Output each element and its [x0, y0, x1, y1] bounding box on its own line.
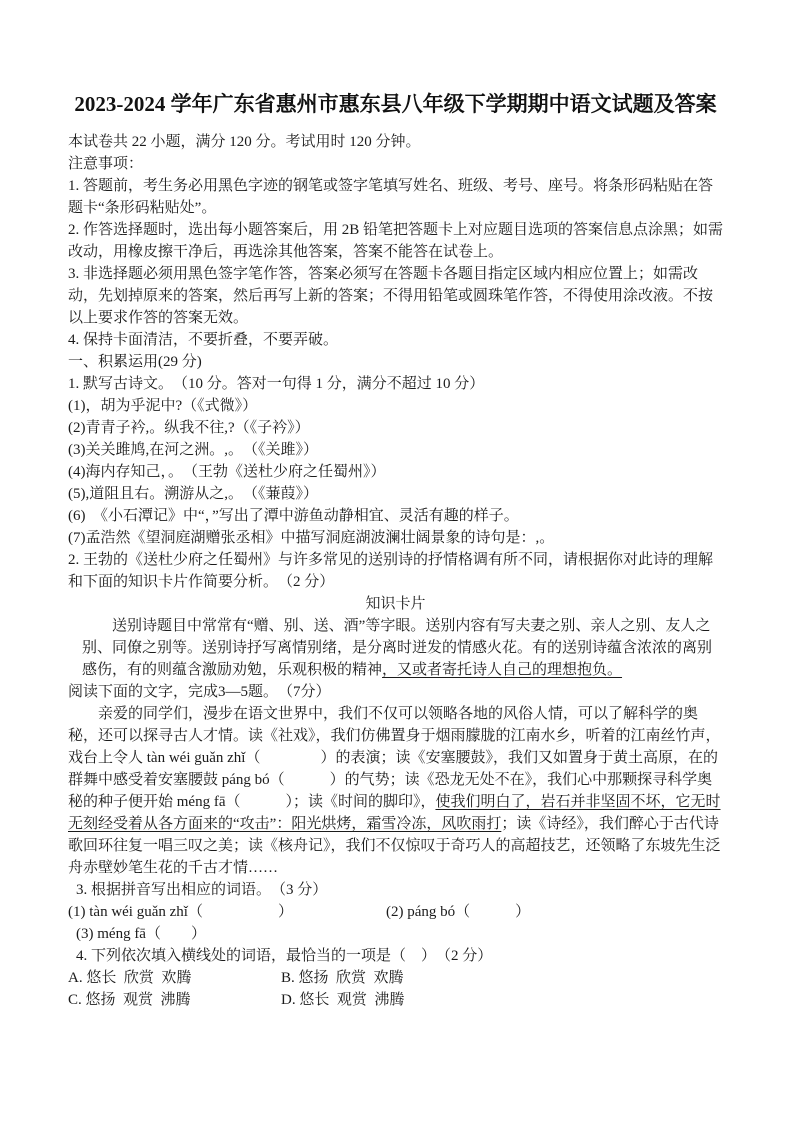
- q1-item-4: (4)海内存知己，。 （王勃《送杜少府之任蜀州》）: [68, 464, 386, 480]
- page-title: 2023-2024 学年广东省惠州市惠东县八年级下学期期中语文试题及答案: [74, 92, 717, 116]
- passage-segment-underlined: 使我们明白了，岩石并非坚固不坏，它无时无刻经受着从各方面来的“攻击”：阳光烘烤，霜雪冷冻，风吹雨打: [68, 794, 721, 832]
- q4-option-b: B. 悠扬 欣赏 欢腾: [281, 970, 404, 986]
- q4-options-row-2: [68, 989, 723, 1011]
- q4-options-row-1: [68, 967, 723, 989]
- reading-passage: [68, 703, 723, 879]
- card-text-underlined: ，又或者寄托诗人自己的理想抱负。: [382, 662, 623, 678]
- section-heading: 一、积累运用(29 分): [68, 354, 202, 370]
- knowledge-card: [68, 593, 723, 681]
- q1-stem: 1. 默写古诗文。 （10 分。答对一句得 1 分，满分不超过 10 分）: [68, 376, 485, 392]
- card-text-plain: 送别诗题目中常常有“赠、别、送、酒”等字眼。送别内容有写夫妻之别、亲人之别、友人之别、同僚之别等。送别诗抒写离情别绪，是分离时迸发的情感火花。有的送别诗蕴含浓浓的离别感伤，有的则蕴含激励劝勉，乐观积极的精神: [82, 618, 713, 678]
- q3-item-2: (2) páng bó（ ）: [386, 904, 531, 920]
- notice-heading: 注意事项：: [68, 156, 144, 172]
- notice-item-4: 4. 保持卡面清洁，不要折叠，不要弄破。: [68, 332, 339, 348]
- passage-segment-1: 亲爱的同学们，漫步在语文世界中，我们不仅可以领略各地的风俗人情，可以了解科学的奥秘，还可以探寻古人才情。读《社戏》，我们仿佛置身于烟雨朦胧的江南水乡，听着的江南丝竹声，戏台上令人 tàn wéi guǎn zhǐ（ ）的表演；读《安塞腰鼓》，我们又如置身于黄土高原，在的群舞中感受着安塞腰鼓 páng bó（ ）的气势；读《恐龙无处不在》，我们心中那颗探寻科学奥秘的种子便开始 méng fā（ ）；读《时间的脚印》，: [68, 706, 721, 810]
- notice-item-3: 3. 非选择题必须用黑色签字笔作答，答案必须写在答题卡各题目指定区域内相应位置上；如需改动，先划掉原来的答案，然后再写上新的答案；不得用铅笔或圆珠笔作答，不得使用涂改液。不按以上要求作答的答案无效。: [68, 266, 714, 326]
- q1-item-7: (7)孟浩然《望洞庭湖赠张丞相》中描写洞庭湖波澜壮阔景象的诗句是：,。: [68, 530, 555, 546]
- notice-item-1: 1. 答题前，考生务必用黑色字迹的钢笔或签字笔填写姓名、班级、考号、座号。将条形码粘贴在答题卡“条形码粘贴处”。: [68, 178, 714, 216]
- q1-item-1: (1)，胡为乎泥中?（《式微》）: [68, 398, 258, 414]
- q4-option-a: A. 悠长 欣赏 欢腾: [68, 970, 192, 986]
- q4-option-c: C. 悠扬 观赏 沸腾: [68, 992, 191, 1008]
- knowledge-card-text: [68, 615, 723, 681]
- q4-option-d: D. 悠长 观赏 沸腾: [281, 992, 405, 1008]
- q4-stem: 4. 下列依次填入横线处的词语，最恰当的一项是（ ） （2 分）: [76, 948, 493, 964]
- q1-item-6: (6) 《小石潭记》中“，”写出了潭中游鱼动静相宜、灵活有趣的样子。: [68, 508, 519, 524]
- q3-stem: 3. 根据拼音写出相应的词语。 （3 分）: [76, 882, 328, 898]
- knowledge-card-title: 知识卡片: [365, 596, 426, 612]
- exam-meta: 本试卷共 22 小题，满分 120 分。考试用时 120 分钟。: [68, 134, 421, 150]
- q2-stem: 2. 王勃的《送杜少府之任蜀州》与许多常见的送别诗的抒情格调有所不同，请根据你对此诗的理解和下面的知识卡片作简要分析。 （2 分）: [68, 552, 714, 590]
- q3-item-3: (3) méng fā（ ）: [76, 926, 206, 942]
- q3-items-row: [68, 901, 723, 923]
- passage-segment-3: ；读《诗经》，我们醉心于古代诗歌回环往复一唱三叹之美；读《核舟记》，我们不仅惊叹于奇巧人的高超技艺，还领略了东坡先生泛舟赤壁妙笔生花的千古才情……: [68, 816, 721, 876]
- notice-item-2: 2. 作答选择题时，选出每小题答案后，用 2B 铅笔把答题卡上对应题目选项的答案信息点涂黑；如需改动，用橡皮擦干净后，再选涂其他答案，答案不能答在试卷上。: [68, 222, 724, 260]
- reading-intro: 阅读下面的文字，完成3—5题。 （7分）: [68, 684, 331, 700]
- q1-item-3: (3)关关雎鸠,在河之洲。,。 （《关雎》）: [68, 442, 318, 458]
- q1-item-2: (2)青青子衿,。纵我不往,?（《子衿》）: [68, 420, 310, 436]
- q3-item-1: (1) tàn wéi guǎn zhǐ（ ）: [68, 904, 293, 920]
- q1-item-5: (5),道阻且右。溯游从之,。 （《蒹葭》）: [68, 486, 318, 502]
